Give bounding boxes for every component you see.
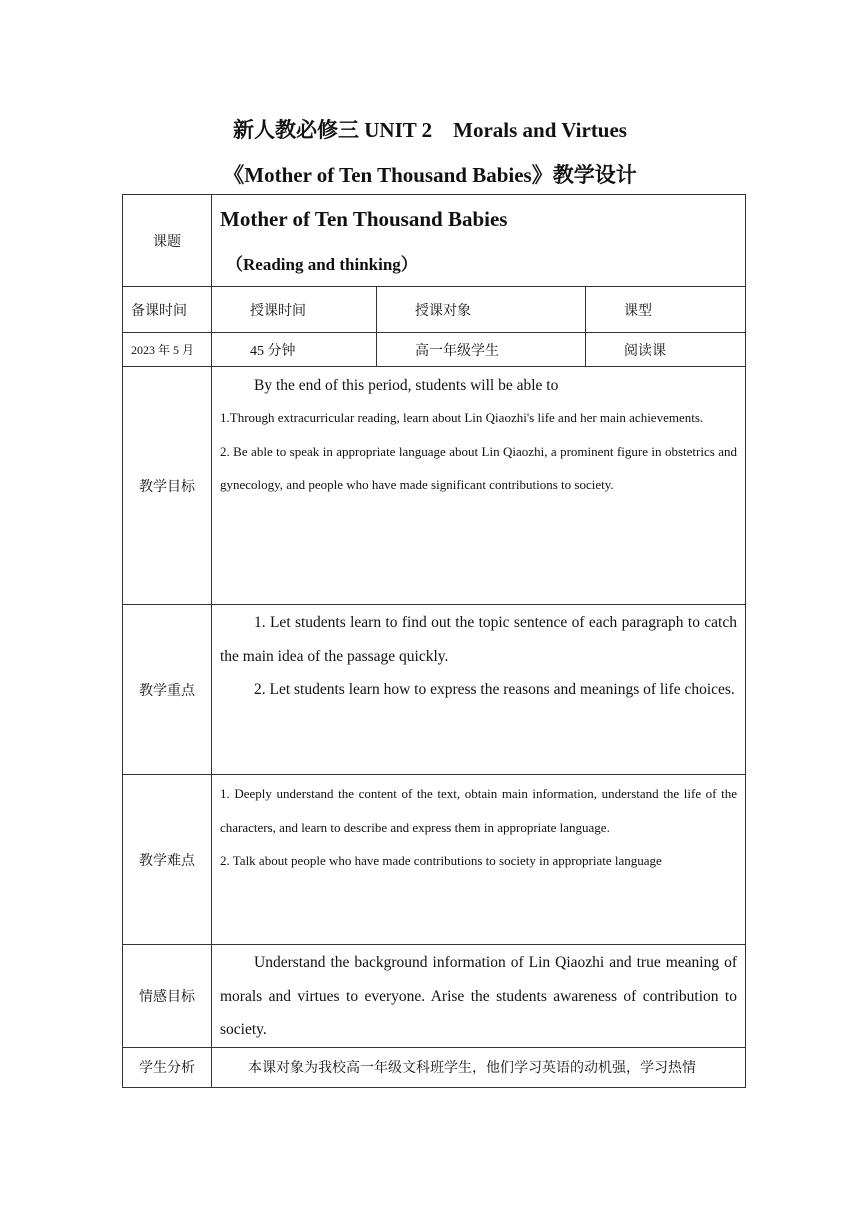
objectives-cell bbox=[212, 367, 746, 605]
key-points-cell bbox=[212, 605, 746, 775]
difficulties-label: 教学难点 bbox=[123, 775, 212, 945]
lesson-plan-table bbox=[122, 194, 746, 1088]
key-point-2: 2. Let students learn how to express the reasons and meanings of life choices. bbox=[254, 681, 735, 698]
objectives-intro: By the end of this period, students will be able to bbox=[254, 377, 559, 394]
info-value-row bbox=[123, 333, 746, 367]
emotional-goals-label: 情感目标 bbox=[123, 945, 212, 1048]
value-teaching-time: 45 分钟 bbox=[212, 333, 377, 367]
student-analysis-text: 本课对象为我校高一年级文科班学生，他们学习英语的动机强，学习热情 bbox=[212, 1047, 746, 1087]
emotional-goals-row bbox=[123, 945, 746, 1048]
emotional-goals-cell bbox=[212, 945, 746, 1048]
document-title-line2: 《Mother of Ten Thousand Babies》教学设计 bbox=[223, 163, 637, 187]
student-analysis-row bbox=[123, 1047, 746, 1087]
value-target-students: 高一年级学生 bbox=[377, 333, 586, 367]
difficulty-2: 2. Talk about people who have made contributions to society in appropriate language bbox=[220, 853, 662, 868]
header-prep-time: 备课时间 bbox=[123, 287, 212, 333]
subject-title: Mother of Ten Thousand Babies bbox=[220, 206, 508, 231]
header-target-students: 授课对象 bbox=[377, 287, 586, 333]
objectives-label: 教学目标 bbox=[123, 367, 212, 605]
difficulties-row bbox=[123, 775, 746, 945]
key-points-label: 教学重点 bbox=[123, 605, 212, 775]
objectives-item-1: 1.Through extracurricular reading, learn about Lin Qiaozhi's life and her main achievements. bbox=[220, 410, 704, 425]
key-points-row bbox=[123, 605, 746, 775]
key-point-1: 1. Let students learn to find out the topic sentence of each paragraph to catch the main idea of the passage quickly. bbox=[220, 614, 737, 665]
objectives-item-2: 2. Be able to speak in appropriate language about Lin Qiaozhi, a prominent figure in obstetrics and gynecology, and people who have made significant contributions to society. bbox=[220, 443, 737, 492]
subject-label: 课题 bbox=[123, 195, 212, 287]
emotional-goals-text: Understand the background information of Lin Qiaozhi and true meaning of morals and virtues to everyone. Arise the students awareness of contribution to society. bbox=[220, 954, 737, 1038]
value-prep-time: 2023 年 5 月 bbox=[123, 333, 212, 367]
student-analysis-label: 学生分析 bbox=[123, 1047, 212, 1087]
subject-subtitle: （Reading and thinking） bbox=[226, 254, 418, 274]
objectives-row bbox=[123, 367, 746, 605]
subject-row bbox=[123, 195, 746, 287]
difficulties-cell bbox=[212, 775, 746, 945]
document-title-line1: 新人教必修三 UNIT 2 Morals and Virtues bbox=[233, 118, 627, 142]
subject-cell bbox=[212, 195, 746, 287]
value-lesson-type: 阅读课 bbox=[586, 333, 746, 367]
header-lesson-type: 课型 bbox=[586, 287, 746, 333]
info-header-row bbox=[123, 287, 746, 333]
header-teaching-time: 授课时间 bbox=[212, 287, 377, 333]
difficulty-1: 1. Deeply understand the content of the text, obtain main information, understand the life of the characters, and learn to describe and express them in appropriate language. bbox=[220, 786, 737, 835]
